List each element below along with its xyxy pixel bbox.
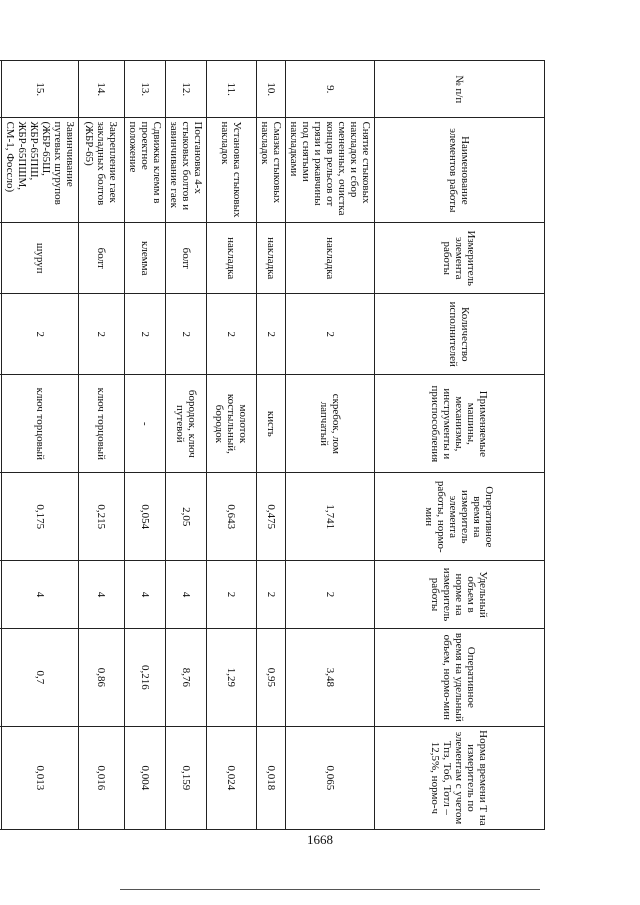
cell-optime-unit: 0,86	[79, 628, 125, 726]
cell-name: Закрепление гаек закладных болтов (ЖБР-65)	[79, 118, 125, 223]
cell-volume: 2	[207, 561, 257, 629]
cell-name: Постановка 4-х стыковых болтов и завинчивание гаек	[166, 118, 207, 223]
cell-volume: 4	[125, 561, 166, 629]
header-workers: Количество исполнителей	[375, 294, 545, 375]
header-norm: Норма времени Т на измеритель по элементам с учетом Тпз, Тоб, Тотл – 12,5%, нормо-ч	[375, 726, 545, 829]
cell-volume: 4	[166, 561, 207, 629]
cell-workers	[0, 294, 2, 375]
table-row	[125, 61, 166, 830]
header-optime-unit: Оперативное время на удельный объем, нормо-мин	[375, 628, 545, 726]
cell-num: 13.	[125, 61, 166, 118]
page-number: 1668	[307, 832, 333, 847]
cell-norm: 0,013	[2, 726, 79, 829]
cell-workers: 2	[286, 294, 375, 375]
norms-table	[0, 60, 545, 830]
cell-optime: 1,741	[286, 473, 375, 561]
cell-volume	[0, 561, 2, 629]
table-header-row	[375, 61, 545, 830]
table-row	[207, 61, 257, 830]
cell-norm: 0,159	[166, 726, 207, 829]
cell-workers: 2	[2, 294, 79, 375]
header-tools: Применяемые машины, механизмы, инструменты и приспособления	[375, 375, 545, 473]
header-meter: Измеритель элемента работы	[375, 223, 545, 294]
cell-name: Завинчивание путевых шурупов (ЖБР-65Ш, ЖБР-65ПШ, ЖБР-65ПШМ, СМ-1, Фоссло)	[2, 118, 79, 223]
cell-workers: 2	[166, 294, 207, 375]
cell-meter: накладка	[207, 223, 257, 294]
cell-optime-unit: 3,48	[286, 628, 375, 726]
cell-norm: 0,004	[125, 726, 166, 829]
cell-num: 9.	[286, 61, 375, 118]
cell-norm: 0,016	[79, 726, 125, 829]
cell-tools: ключ торцовый	[79, 375, 125, 473]
table-row	[257, 61, 286, 830]
cell-num: 15.	[2, 61, 79, 118]
cell-num: 10.	[257, 61, 286, 118]
table-row	[79, 61, 125, 830]
cell-tools: молоток костыльный, бородок	[207, 375, 257, 473]
cell-volume: 2	[257, 561, 286, 629]
cell-optime: 0,475	[257, 473, 286, 561]
cell-num: 11.	[207, 61, 257, 118]
table-row	[0, 61, 2, 830]
norms-table-rotated	[4, 60, 545, 830]
cell-optime-unit: 8,76	[166, 628, 207, 726]
header-optime: Оперативное время на измеритель элемента работы, нормо-мин	[375, 473, 545, 561]
cell-norm: 0,018	[257, 726, 286, 829]
cell-num: 12.	[166, 61, 207, 118]
cell-norm: 0,024	[207, 726, 257, 829]
cell-num	[0, 61, 2, 118]
cell-name: Сдвижка клемм в проектное положение	[125, 118, 166, 223]
cell-tools	[0, 375, 2, 473]
cell-meter: накладка	[257, 223, 286, 294]
table-row	[286, 61, 375, 830]
header-num: № п/п	[375, 61, 545, 118]
cell-optime-unit	[0, 628, 2, 726]
cell-optime-unit: 1,29	[207, 628, 257, 726]
bottom-rule	[120, 889, 540, 890]
cell-workers: 2	[257, 294, 286, 375]
cell-norm: 0,065	[286, 726, 375, 829]
cell-optime	[0, 473, 2, 561]
table-row	[166, 61, 207, 830]
cell-tools: кисть	[257, 375, 286, 473]
cell-volume: 4	[79, 561, 125, 629]
cell-tools: ключ торцовый	[2, 375, 79, 473]
cell-norm	[0, 726, 2, 829]
cell-workers: 2	[207, 294, 257, 375]
cell-optime-unit: 0,7	[2, 628, 79, 726]
cell-meter: накладка	[286, 223, 375, 294]
cell-meter: болт	[79, 223, 125, 294]
cell-optime-unit: 0,216	[125, 628, 166, 726]
cell-volume: 4	[2, 561, 79, 629]
table-row	[2, 61, 79, 830]
cell-name: Смазка стыковых накладок	[257, 118, 286, 223]
cell-tools: -	[125, 375, 166, 473]
cell-optime: 0,175	[2, 473, 79, 561]
cell-meter: шуруп	[2, 223, 79, 294]
header-volume: Удельный объем в норме на измеритель работы	[375, 561, 545, 629]
cell-meter	[0, 223, 2, 294]
header-name: Наименование элементов работы	[375, 118, 545, 223]
cell-meter: клемма	[125, 223, 166, 294]
cell-optime: 0,643	[207, 473, 257, 561]
cell-workers: 2	[79, 294, 125, 375]
cell-num: 14.	[79, 61, 125, 118]
cell-meter: болт	[166, 223, 207, 294]
cell-optime: 0,054	[125, 473, 166, 561]
cell-name: Снятие стыковых накладок и сбор смененных, очистка концов рельсов от грязи и ржавчины под снятыми накладками	[286, 118, 375, 223]
cell-optime: 0,215	[79, 473, 125, 561]
cell-optime-unit: 0,95	[257, 628, 286, 726]
cell-optime: 2,05	[166, 473, 207, 561]
cell-tools: бородок, ключ путевой	[166, 375, 207, 473]
cell-name: Установка стыковых накладок	[207, 118, 257, 223]
cell-tools: скребок, лом лапчатый	[286, 375, 375, 473]
cell-name	[0, 118, 2, 223]
cell-workers: 2	[125, 294, 166, 375]
cell-volume: 2	[286, 561, 375, 629]
